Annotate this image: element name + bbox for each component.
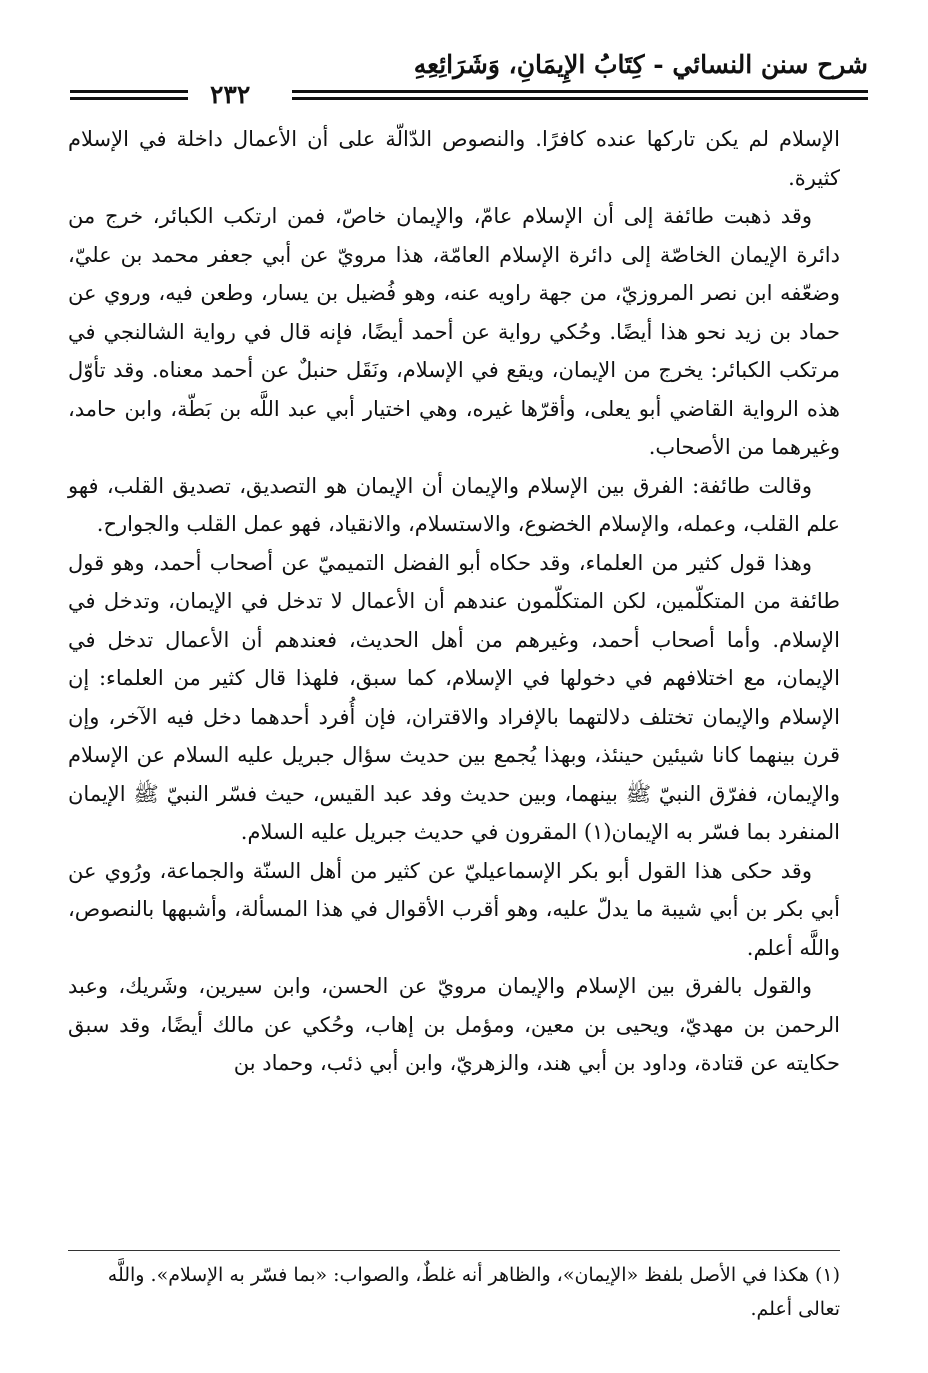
header-rule	[70, 97, 188, 100]
header-rule	[292, 97, 868, 100]
paragraph: والقول بالفرق بين الإسلام والإيمان مرويّ عن الحسن، وابن سيرين، وشَريك، وعبد الرحمن بن مهديّ، ويحيى بن معين، ومؤمل بن إهاب، وحُكي عن مالك أيضًا، وقد سبق حكايته عن قتادة، وداود بن أبي هند، والزهريّ، وابن أبي ذئب، وحماد بن	[68, 974, 840, 1075]
paragraph: وقالت طائفة: الفرق بين الإسلام والإيمان أن الإيمان هو التصديق، تصديق القلب، فهو علم القلب، وعمله، والإسلام الخضوع، والاستسلام، والانقياد، فهو عمل القلب والجوارح.	[68, 473, 840, 536]
footnote-divider	[68, 1250, 840, 1251]
footnote: (١) هكذا في الأصل بلفظ «الإيمان»، والظاهر أنه غلطٌ، والصواب: «بما فسّر به الإسلام». واللَّه تعالى أعلم.	[107, 1264, 840, 1320]
running-header	[60, 42, 868, 109]
main-text	[68, 120, 840, 1083]
header-rule	[70, 90, 188, 93]
header-rule	[292, 90, 868, 93]
paragraph: وقد ذهبت طائفة إلى أن الإسلام عامّ، والإيمان خاصّ، فمن ارتكب الكبائر، خرج من دائرة الإيمان الخاصّة إلى دائرة الإسلام العامّة، هذا مرويّ عن أبي جعفر محمد بن عليّ، وضعّفه ابن نصر المروزيّ، من جهة راويه عنه، وهو فُضيل بن يسار، وطعن فيه، وروي عن حماد بن زيد نحو هذا أيضًا. وحُكي رواية عن أحمد أيضًا، فإنه قال في رواية الشالنجي في مرتكب الكبائر: يخرج من الإيمان، ويقع في الإسلام، ونَقَل حنبلٌ عن أحمد معناه. وقد تأوّل هذه الرواية القاضي أبو يعلى، وأقرّها غيره، وهي اختيار أبي عبد اللَّه بن بَطّة، وابن حامد، وغيرهما من الأصحاب.	[68, 204, 840, 459]
paragraph: وهذا قول كثير من العلماء، وقد حكاه أبو الفضل التميميّ عن أصحاب أحمد، وهو قول طائفة من المتكلّمين، لكن المتكلّمون عندهم أن الأعمال لا تدخل في الإيمان، وتدخل في الإسلام. وأما أصحاب أحمد، وغيرهم من أهل الحديث، فعندهم أن الأعمال تدخل في الإيمان، مع اختلافهم في دخولها في الإسلام، كما سبق، فلهذا قال كثير من العلماء: إن الإسلام والإيمان تختلف دلالتهما بالإفراد والاقتران، فإن أُفرد أحدهما دخل فيه الآخر، وإن قرن بينهما كانا شيئين حينئذ، وبهذا يُجمع بين حديث سؤال جبريل عليه السلام عن الإسلام والإيمان، ففرّق النبيّ ﷺ بينهما، وبين حديث وفد عبد القيس، حيث فسّر النبيّ ﷺ الإيمان المنفرد بما فسّر به الإيمان(١) المقرون في حديث جبريل عليه السلام.	[68, 550, 840, 844]
paragraph: وقد حكى هذا القول أبو بكر الإسماعيليّ عن كثير من أهل السنّة والجماعة، ورُوي عن أبي بكر بن أبي شيبة ما يدلّ عليه، وهو أقرب الأقوال في هذا المسألة، وأشبهها بالنصوص، واللَّه أعلم.	[68, 858, 840, 960]
paragraph: الإسلام لم يكن تاركها عنده كافرًا. والنصوص الدّالّة على أن الأعمال داخلة في الإسلام كثيرة.	[68, 127, 840, 190]
book-title: شرح سنن النسائي - كِتَابُ الإِيمَانِ، وَشَرَائِعِهِ	[413, 50, 868, 79]
page-number: ٢٣٢	[210, 80, 251, 109]
